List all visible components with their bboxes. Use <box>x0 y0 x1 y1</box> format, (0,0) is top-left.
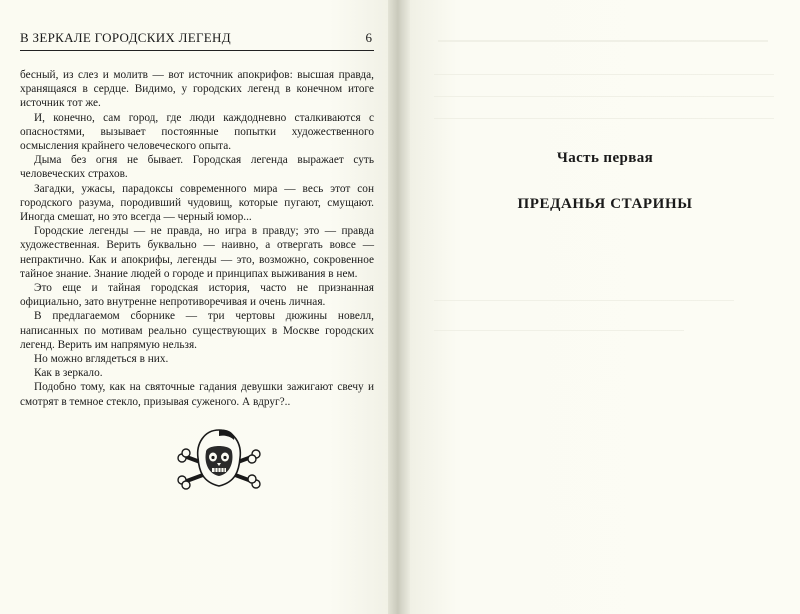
paragraph: Как в зеркало. <box>34 367 103 380</box>
paragraph: Городские легенды — не правда, но игра в правду; это — правда художественная. Верить буквально — наивно, а отвергать вовсе — непрактично. Как и апокрифы, легенды — это, возможно, сокровенное тайное знание. Знание людей о городе и принципах выживания в нем. <box>20 225 374 280</box>
section-title: ПРЕДАНЬЯ СТАРИНЫ <box>517 196 693 212</box>
paragraph: бесный, из слез и молитв — вот источник апокрифов: высшая правда, хранящаяся в сердце. Видимо, у городских легенд в конечном итоге источник тот же. <box>20 69 374 110</box>
paragraph: Но можно вглядеться в них. <box>34 353 169 366</box>
body-text <box>20 68 374 409</box>
paragraph: В предлагаемом сборнике — три чертовы дюжины новелл, написанных по мотивам реально существующих в Москве городских легенд. Верить им напрямую нельзя. <box>20 310 374 351</box>
paragraph: Подобно тому, как на святочные гадания девушки зажигают свечу и смотрят в темное стекло, призывая суженого. А вдруг?.. <box>20 381 374 408</box>
paragraph: Это еще и тайная городская история, часто не признанная официально, зато внутренне непротиворечивая и очень личная. <box>20 282 374 309</box>
paragraph: Загадки, ужасы, парадоксы современного мира — весь этот сон городского разума, породивший чудовищ, которые пугают, смущают. Иногда смешат, но это всегда — черный юмор... <box>20 182 374 224</box>
left-page <box>0 0 388 614</box>
page-number: 6 <box>365 30 372 45</box>
paragraph: И, конечно, сам город, где люди каждодневно сталкиваются с опасностями, вызывает постоянные попытки художественного осмысления крайнего человеческого опыта. <box>20 111 374 153</box>
skull-crossbones-icon <box>176 426 262 494</box>
running-head <box>20 26 374 51</box>
running-head-title: В ЗЕРКАЛЕ ГОРОДСКИХ ЛЕГЕНД <box>20 30 231 45</box>
right-page <box>410 0 800 614</box>
book-gutter <box>388 0 410 614</box>
part-title: Часть первая <box>556 150 654 166</box>
paragraph: Дыма без огня не бывает. Городская легенда выражает суть человеческих страхов. <box>20 154 374 181</box>
